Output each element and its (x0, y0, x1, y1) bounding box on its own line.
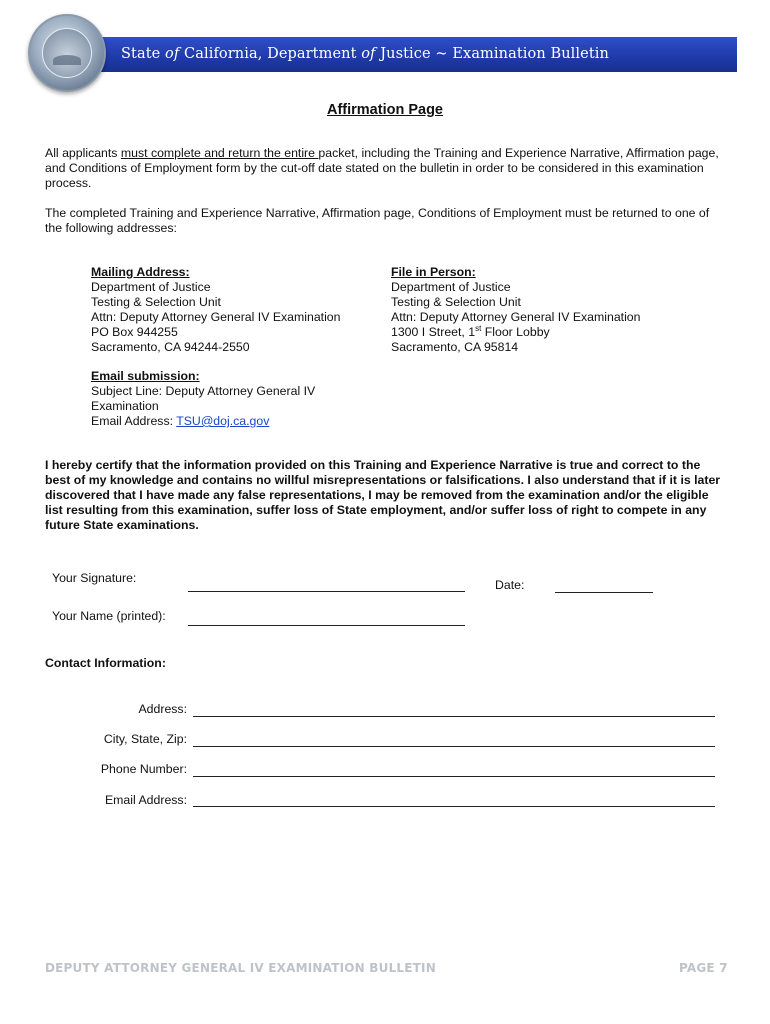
contact-information-heading: Contact Information: (45, 656, 166, 670)
printed-name-label: Your Name (printed): (52, 609, 166, 623)
in-person-line: Department of Justice (391, 280, 511, 294)
intro-paragraph-1: All applicants must complete and return the entire packet, including the Training and Experience Narrative, Affirmation page, and Conditions of Employment form by the cut-off date stated on the bulletin in order to be considered in this examination process. (45, 146, 719, 190)
in-person-line: Sacramento, CA 95814 (391, 340, 519, 354)
email-subject-line: Subject Line: Deputy Attorney General IV Examination (91, 384, 316, 413)
mailing-line: Department of Justice (91, 280, 211, 294)
footer-bulletin-title: DEPUTY ATTORNEY GENERAL IV EXAMINATION BULLETIN (45, 961, 436, 975)
city-state-zip-label: City, State, Zip: (103, 732, 187, 746)
mailing-line: Attn: Deputy Attorney General IV Examination (91, 310, 341, 324)
certification-statement: I hereby certify that the information provided on this Training and Experience Narrative is true and correct to the best of my knowledge and contains no willful misrepresentations or falsifications. I also understand that if it is later discovered that I have made any false representations, I may be removed from the examination and/or the eligible list resulting from this examination, suffer loss of State employment, and/or suffer loss of right to compete in any future State examinations. (45, 458, 721, 532)
mailing-address-block (91, 265, 381, 355)
city-state-zip-field[interactable] (193, 746, 715, 747)
state-seal-icon (28, 14, 106, 92)
phone-number-label: Phone Number: (100, 762, 187, 776)
email-submission-block (91, 369, 341, 429)
header-banner (63, 37, 737, 72)
mailing-address-heading: Mailing Address: (91, 265, 190, 279)
address-label: Address: (138, 702, 187, 716)
mailing-line: Sacramento, CA 94244-2550 (91, 340, 250, 354)
in-person-line: 1300 I Street, 1st Floor Lobby (391, 323, 550, 339)
mailing-line: PO Box 944255 (91, 325, 178, 339)
email-address-label: Email Address: (104, 793, 187, 807)
in-person-line: Attn: Deputy Attorney General IV Examination (391, 310, 641, 324)
date-field[interactable] (555, 592, 653, 593)
email-address-field[interactable] (193, 806, 715, 807)
page-title: Affirmation Page (326, 102, 443, 118)
email-link[interactable]: TSU@doj.ca.gov (176, 414, 270, 428)
email-address-line: Email Address: TSU@doj.ca.gov (91, 414, 270, 428)
in-person-line: Testing & Selection Unit (391, 295, 521, 309)
footer-page-number: PAGE 7 (679, 961, 728, 975)
in-person-heading: File in Person: (391, 265, 476, 279)
date-label: Date: (495, 578, 525, 592)
signature-label: Your Signature: (52, 571, 137, 585)
address-field[interactable] (193, 716, 715, 717)
intro-paragraph-2: The completed Training and Experience Narrative, Affirmation page, Conditions of Employment must be returned to one of the following addresses: (45, 206, 710, 235)
email-submission-heading: Email submission: (91, 369, 200, 383)
phone-number-field[interactable] (193, 776, 715, 777)
in-person-address-block (391, 265, 691, 355)
mailing-line: Testing & Selection Unit (91, 295, 221, 309)
header-title: State of California, Department of Justice ~ Examination Bulletin (121, 46, 609, 62)
printed-name-field[interactable] (188, 625, 465, 626)
signature-field[interactable] (188, 591, 465, 592)
